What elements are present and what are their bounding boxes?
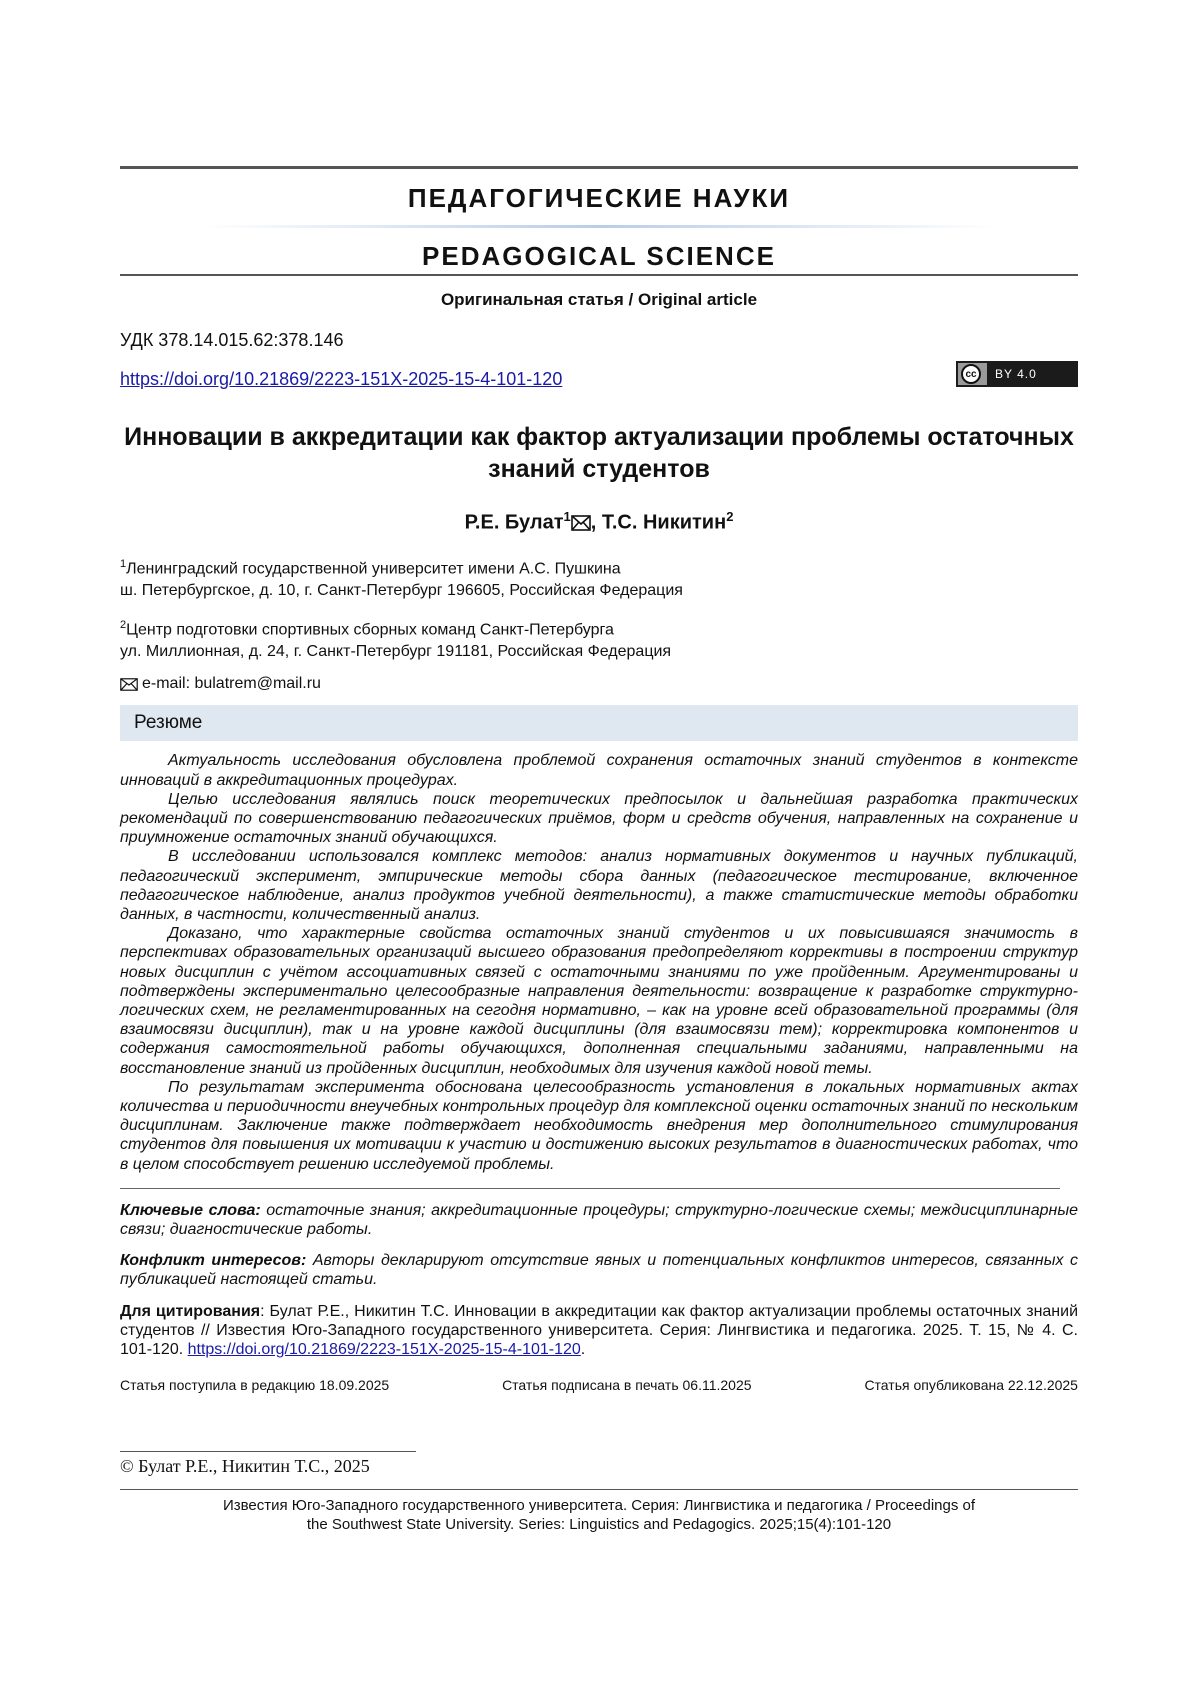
citation-label: Для цитирования: [120, 1302, 261, 1320]
doi-row: [120, 369, 1078, 395]
date-signed: Статья подписана в печать 06.11.2025: [502, 1377, 752, 1394]
citation-end: .: [580, 1341, 586, 1358]
email-row: [120, 675, 1078, 693]
udk-code: УДК 378.14.015.62:378.146: [120, 330, 344, 350]
affiliation-1-sup: 1: [120, 557, 127, 570]
abstract-paragraph: Целью исследования являлись поиск теоретических предпосылок и дальнейшая разработка практических рекомендаций по совершенствованию педагогических приёмов, форм и средств обучения, направленных на сохранение и приумножение остаточных знаний обучающихся.: [120, 790, 1078, 847]
footer-rule: [120, 1489, 1078, 1490]
abstract: [120, 751, 1078, 1173]
keywords-text: остаточные знания; аккредитационные процедуры; структурно-логические схемы; междисциплинарные связи; диагностические работы.: [120, 1201, 1078, 1238]
article-dates: [120, 1377, 1078, 1393]
date-published: Статья опубликована 22.12.2025: [864, 1377, 1078, 1394]
journal-footer-line2: the Southwest State University. Series: Linguistics and Pedagogics. 2025;15(4):101-120: [306, 1516, 892, 1534]
abstract-paragraph: По результатам эксперимента обоснована целесообразность установления в локальных нормативных актах количества и периодичности внеучебных контрольных процедур для комплексной оценки остаточных знаний по нескольким дисциплинам. Заключение также подтверждает необходимость внедрения мер дополнительного стимулирования студентов для повышения их мотивации к участию и достижению высоких результатов в диагностических работах, что в целом способствует решению исследуемой проблемы.: [120, 1078, 1078, 1173]
authors-separator: ,: [590, 511, 602, 534]
affiliation-1-line1: Ленинградский государственной университет имени А.С. Пушкина: [126, 559, 621, 577]
affiliation-2-sup: 2: [120, 618, 127, 631]
citation-doi-link[interactable]: https://doi.org/10.21869/2223-151X-2025-15-4-101-120: [187, 1341, 581, 1358]
authors: [120, 509, 1078, 537]
affiliation-1: [120, 553, 1078, 602]
citation: [120, 1302, 1078, 1360]
envelope-icon: [571, 514, 591, 537]
cc-license-label: BY 4.0: [987, 363, 1076, 385]
affiliation-2: [120, 614, 1078, 663]
footnote-rule: [120, 1451, 416, 1452]
date-received: Статья поступила в редакцию 18.09.2025: [120, 1377, 390, 1394]
article-type: Оригинальная статья / Original article: [440, 290, 758, 309]
conflict-text: Авторы декларируют отсутствие явных и потенциальных конфликтов интересов, связанных с публикацией настоящей статьи.: [120, 1252, 1079, 1289]
conflict-label: Конфликт интересов:: [120, 1252, 307, 1270]
section-bottom-rule: [120, 274, 1078, 276]
journal-footer-line1: Известия Юго-Западного государственного университета. Серия: Лингвистика и педагогика / Proceedings of: [222, 1497, 976, 1515]
citation-text: : Булат Р.Е., Никитин Т.С. Инновации в аккредитации как фактор актуализации проблемы остаточных знаний студентов // Известия Юго-Западного государственного университета. Серия: Лингвистика и педагогика. 2025. Т. 15, № 4. С. 101-120.: [120, 1302, 1079, 1358]
abstract-divider: [120, 1188, 1060, 1189]
cc-license-badge[interactable]: [956, 361, 1078, 387]
section-title-en: PEDAGOGICAL SCIENCE: [422, 241, 776, 271]
affiliation-2-line1: Центр подготовки спортивных сборных команд Санкт-Петербурга: [126, 621, 614, 639]
keywords-label: Ключевые слова:: [120, 1201, 261, 1219]
abstract-paragraph: Доказано, что характерные свойства остаточных знаний студентов и их повысившаяся значимость в перспективах образовательных организаций высшего образования предопределяют коррективы в построении структур новых дисциплин с учётом ассоциативных связей с остаточными знаниями по уже пройденным. Аргументированы и подтверждены экспериментально целесообразные направления деятельности: возвращение к разработке структурно-логических схем, не регламентированных на сегодня нормативно, – как на уровне всей образовательной программы (для взаимосвязи дисциплин), так и на уровне каждой дисциплины (для взаимосвязи тем); корректировка компонентов и содержания самостоятельной работы обучающихся, дополненная специальными заданиями, направленными на восстановление знаний из пройденных дисциплин, необходимых для изучения каждой новой темы.: [120, 925, 1078, 1077]
journal-footer: [120, 1496, 1078, 1534]
abstract-paragraph: Актуальность исследования обусловлена проблемой сохранения остаточных знаний студентов в контексте инноваций в аккредитационных процедурах.: [120, 752, 1078, 789]
article-title: Инновации в аккредитации как фактор актуализации проблемы остаточных знаний студентов: [124, 423, 1074, 483]
resume-heading: Резюме: [120, 705, 1078, 741]
doi-link[interactable]: https://doi.org/10.21869/2223-151X-2025-15-4-101-120: [120, 369, 563, 389]
author-2-affil: 2: [726, 509, 734, 524]
affiliation-2-line2: ул. Миллионная, д. 24, г. Санкт-Петербург 191181, Российская Федерация: [120, 643, 672, 661]
cc-icon: cc: [961, 364, 981, 384]
email-address[interactable]: e-mail: bulatrem@mail.ru: [142, 675, 321, 693]
top-rule: [120, 166, 1078, 169]
conflict-of-interest: [120, 1251, 1078, 1289]
keywords: [120, 1201, 1078, 1239]
author-1-affil: 1: [563, 509, 571, 524]
copyright: © Булат Р.Е., Никитин Т.С., 2025: [120, 1456, 370, 1477]
section-divider: [200, 225, 998, 228]
author-2: Т.С. Никитин: [601, 511, 727, 534]
article-page: [120, 0, 1078, 1698]
author-1: Р.Е. Булат: [464, 511, 564, 534]
section-title-ru: ПЕДАГОГИЧЕСКИЕ НАУКИ: [407, 183, 791, 213]
envelope-icon: [120, 678, 138, 691]
abstract-paragraph: В исследовании использовался комплекс методов: анализ нормативных документов и научных публикаций, педагогический эксперимент, эмпирические методы сбора данных (педагогическое тестирование, включенное педагогическое наблюдение, анализ продуктов учебной деятельности), а также статистические методы обработки данных, в частности, количественный анализ.: [120, 848, 1078, 923]
affiliation-1-line2: ш. Петербургское, д. 10, г. Санкт-Петербург 196605, Российская Федерация: [120, 581, 683, 599]
